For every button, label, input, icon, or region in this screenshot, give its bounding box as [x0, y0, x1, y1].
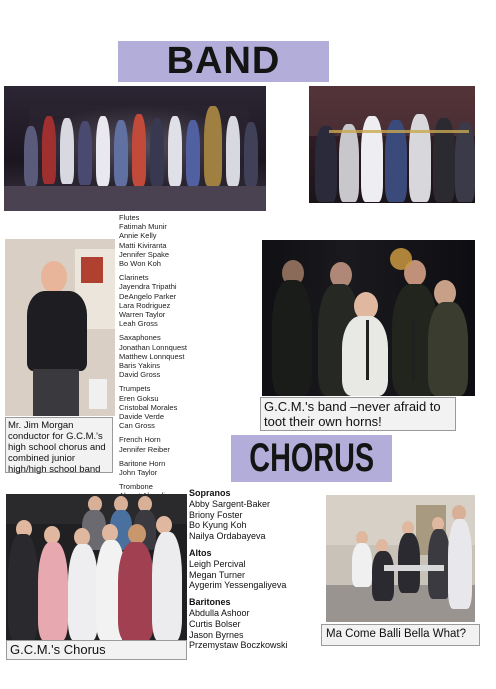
chorus-member-name: Przemystaw Boczkowski [189, 640, 288, 651]
band-member-name: Leah Gross [119, 319, 158, 329]
chorus-member-name: Leigh Percival [189, 558, 246, 569]
chorus-member-name: Megan Turner [189, 569, 246, 580]
chorus-roster [189, 488, 324, 651]
band-title: BAND [166, 40, 281, 82]
chorus-group-photo [6, 494, 187, 641]
chorus-title-banner [231, 435, 392, 482]
band-member-name: Warren Taylor [119, 310, 166, 320]
chorus-member-name: Aygerim Yessengaliyeva [189, 580, 287, 591]
band-title-banner [118, 41, 329, 82]
chorus-photo-caption [6, 640, 187, 660]
band-photo-caption [260, 397, 456, 431]
chorus-member-name: Abdulla Ashoor [189, 607, 250, 618]
chorus-member-name: Curtis Bolser [189, 618, 241, 629]
chorus-rehearsal-photo [326, 495, 475, 622]
chorus-member-name: Bo Kyung Koh [189, 520, 247, 531]
chorus-member-name: Briony Foster [189, 509, 243, 520]
band-playing-photo [309, 86, 475, 203]
band-member-name: Jayendra Tripathi [119, 282, 177, 292]
rehearsal-photo-caption-text: Ma Come Balli Bella What? [326, 628, 466, 640]
band-section-heading: Clarinets [119, 273, 149, 283]
band-member-name: Cristobal Morales [119, 402, 178, 412]
band-section-heading: Saxaphones [119, 333, 161, 343]
chorus-section-heading: Baritones [189, 597, 231, 608]
band-member-name: DeAngelo Parker [119, 291, 177, 301]
band-member-name: Davide Verde [119, 412, 165, 422]
band-section-heading: Trombone [119, 482, 153, 492]
band-section-heading: Flutes [119, 213, 140, 222]
band-member-name: Eren Goksu [119, 393, 159, 403]
conductor-caption [5, 417, 113, 473]
chorus-section-heading: Sopranos [189, 488, 231, 498]
band-member-name: Jennifer Reiber [119, 444, 170, 454]
band-member-name: Jennifer Spake [119, 249, 170, 259]
band-member-name: Bo Won Koh [119, 259, 161, 269]
chorus-member-name: Abby Sargent-Baker [189, 498, 271, 509]
band-member-name: Matthew Lonnquest [119, 351, 185, 361]
band-section-heading: Trumpets [119, 384, 151, 394]
band-member-name: John Taylor [119, 468, 158, 478]
chorus-section-heading: Altos [189, 547, 212, 558]
band-member-name: Fatimah Munir [119, 222, 167, 232]
band-member-name: Lara Rodriguez [119, 300, 171, 310]
chorus-member-name: Nailya Ordabayeva [189, 531, 266, 542]
band-photo-caption-text: G.C.M.'s band –never afraid to toot their own horns! [264, 399, 441, 429]
band-member-name: Jonathan Lonnquest [119, 342, 187, 352]
band-section-heading: French Horn [119, 435, 161, 445]
band-member-name: Annie Kelly [119, 231, 157, 241]
band-member-name: David Gross [119, 370, 161, 380]
band-member-name: Matti Kiviranta [119, 240, 167, 250]
chorus-title: CHORUS [249, 436, 374, 480]
chorus-photo-caption-text: G.C.M.'s Chorus [10, 642, 106, 657]
band-member-name: Can Gross [119, 421, 155, 431]
rehearsal-photo-caption [321, 624, 480, 646]
conductor-photo [5, 239, 115, 416]
band-section-heading: Baritone Horn [119, 458, 166, 468]
band-member-name: Baris Yakins [119, 361, 160, 371]
chorus-member-name: Jason Byrnes [189, 629, 244, 640]
band-closeup-photo [262, 240, 475, 396]
conductor-caption-text: Mr. Jim Morgan conductor for G.C.M.'s high school chorus and combined junior high/high school band [8, 420, 106, 475]
band-stage-photo [4, 86, 266, 211]
